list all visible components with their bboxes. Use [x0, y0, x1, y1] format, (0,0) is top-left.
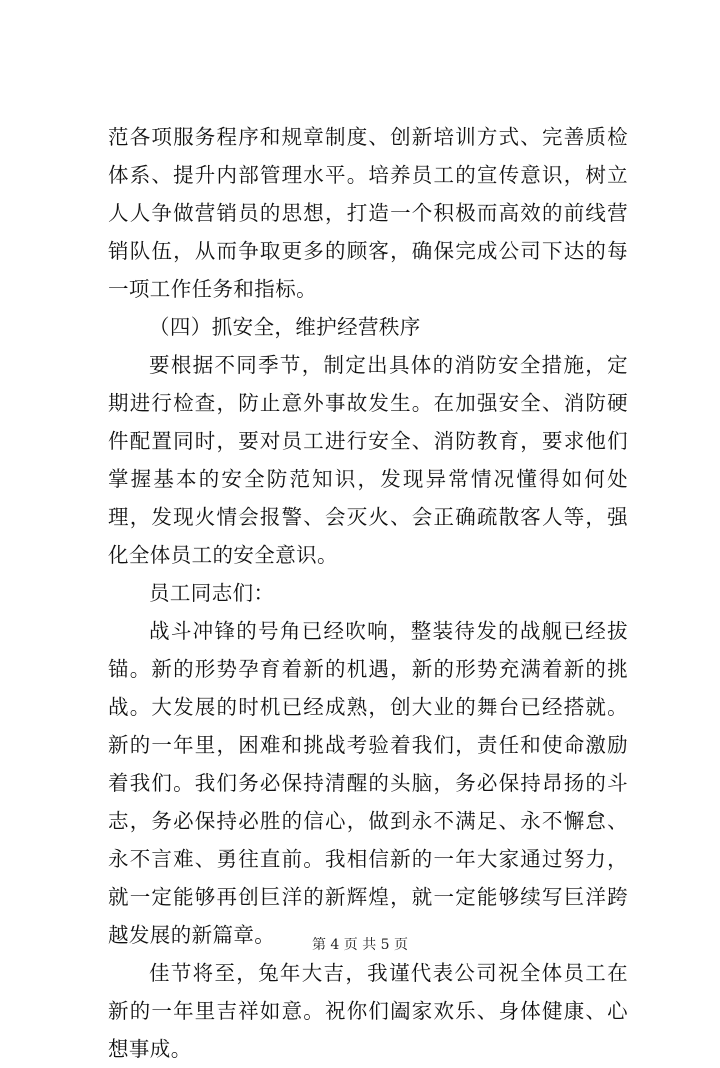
document-body [108, 118, 628, 1068]
paragraph-safety: 要根据不同季节，制定出具体的消防安全措施，定期进行检查，防止意外事故发生。在加强安全、消防硬件配置同时，要对员工进行安全、消防教育，要求他们掌握基本的安全防范知识，发现异常情况懂得如何处理，发现火情会报警、会灭火、会正确疏散客人等，强化全体员工的安全意识。 [108, 353, 628, 567]
section-heading-safety: （四）抓安全，维护经营秩序 [149, 315, 421, 339]
paragraph-call-to-action: 战斗冲锋的号角已经吹响，整装待发的战舰已经拔锚。新的形势孕育着新的机遇，新的形势充满着新的挑战。大发展的时机已经成熟，创大业的舞台已经搭就。新的一年里，困难和挑战考验着我们，责任和使命激励着我们。我们务必保持清醒的头脑，务必保持昂扬的斗志，务必保持必胜的信心，做到永不满足、永不懈怠、永不言难、勇往直前。我相信新的一年大家通过努力，就一定能够再创巨洋的新辉煌，就一定能够续写巨洋跨越发展的新篇章。 [108, 619, 628, 947]
salutation: 员工同志们： [149, 581, 275, 605]
page-number-footer: 第 4 页 共 5 页 [311, 937, 409, 953]
paragraph-continuation: 范各项服务程序和规章制度、创新培训方式、完善质检体系、提升内部管理水平。培养员工的宣传意识，树立人人争做营销员的思想，打造一个积极而高效的前线营销队伍，从而争取更多的顾客，确保完成公司下达的每一项工作任务和指标。 [108, 125, 628, 301]
paragraph-holiday-wishes: 佳节将至，兔年大吉，我谨代表公司祝全体员工在新的一年里吉祥如意。祝你们阖家欢乐、身体健康、心想事成。 [108, 961, 628, 1061]
